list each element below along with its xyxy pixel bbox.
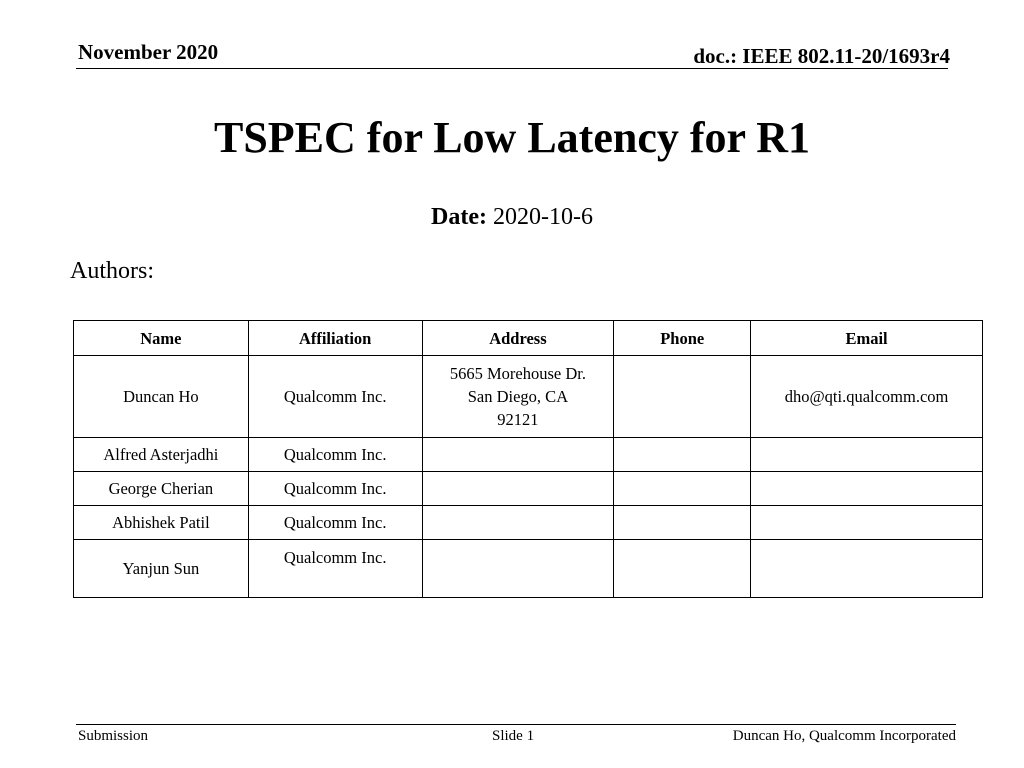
authors-table <box>73 320 983 598</box>
table-row <box>74 356 983 438</box>
author-email <box>751 506 983 540</box>
date-line <box>0 204 1024 231</box>
author-name: Alfred Asterjadhi <box>74 438 249 472</box>
footer-submission: Submission <box>78 728 149 744</box>
footer-divider <box>76 724 956 725</box>
table-row <box>74 472 983 506</box>
author-address <box>422 506 614 540</box>
author-address <box>422 472 614 506</box>
author-name: George Cherian <box>74 472 249 506</box>
author-phone <box>614 356 751 438</box>
header-doc-id: doc.: IEEE 802.11-20/1693r4 <box>693 44 950 68</box>
header-date: November 2020 <box>78 40 219 64</box>
footer-author: Duncan Ho, Qualcomm Incorporated <box>732 728 956 744</box>
author-address <box>422 356 614 438</box>
author-affiliation: Qualcomm Inc. <box>248 506 422 540</box>
author-phone <box>614 438 751 472</box>
table-header-row <box>74 321 983 356</box>
table-row <box>74 506 983 540</box>
header-divider <box>76 68 948 69</box>
author-affiliation: Qualcomm Inc. <box>248 438 422 472</box>
footer-slide-number: Slide 1 <box>492 728 535 744</box>
author-address <box>422 438 614 472</box>
column-header-email: Email <box>751 321 983 356</box>
author-email <box>751 438 983 472</box>
column-header-phone: Phone <box>614 321 751 356</box>
address-line: 92121 <box>497 410 539 429</box>
author-affiliation: Qualcomm Inc. <box>248 356 422 438</box>
authors-label: Authors: <box>70 258 154 284</box>
author-affiliation: Qualcomm Inc. <box>248 472 422 506</box>
slide-title: TSPEC for Low Latency for R1 <box>213 113 811 162</box>
author-affiliation: Qualcomm Inc. <box>248 540 422 598</box>
author-phone <box>614 540 751 598</box>
author-email: dho@qti.qualcomm.com <box>751 356 983 438</box>
author-name: Abhishek Patil <box>74 506 249 540</box>
author-address <box>422 540 614 598</box>
column-header-address: Address <box>422 321 614 356</box>
author-phone <box>614 506 751 540</box>
author-phone <box>614 472 751 506</box>
address-line: San Diego, CA <box>467 387 569 406</box>
column-header-affiliation: Affiliation <box>248 321 422 356</box>
address-line: 5665 Morehouse Dr. <box>449 364 586 383</box>
author-name: Duncan Ho <box>74 356 249 438</box>
column-header-name: Name <box>74 321 249 356</box>
date-label: Date: <box>431 204 487 230</box>
author-email <box>751 472 983 506</box>
author-name: Yanjun Sun <box>74 540 249 598</box>
author-email <box>751 540 983 598</box>
table-row <box>74 438 983 472</box>
date-value: 2020-10-6 <box>492 204 593 230</box>
table-row <box>74 540 983 598</box>
